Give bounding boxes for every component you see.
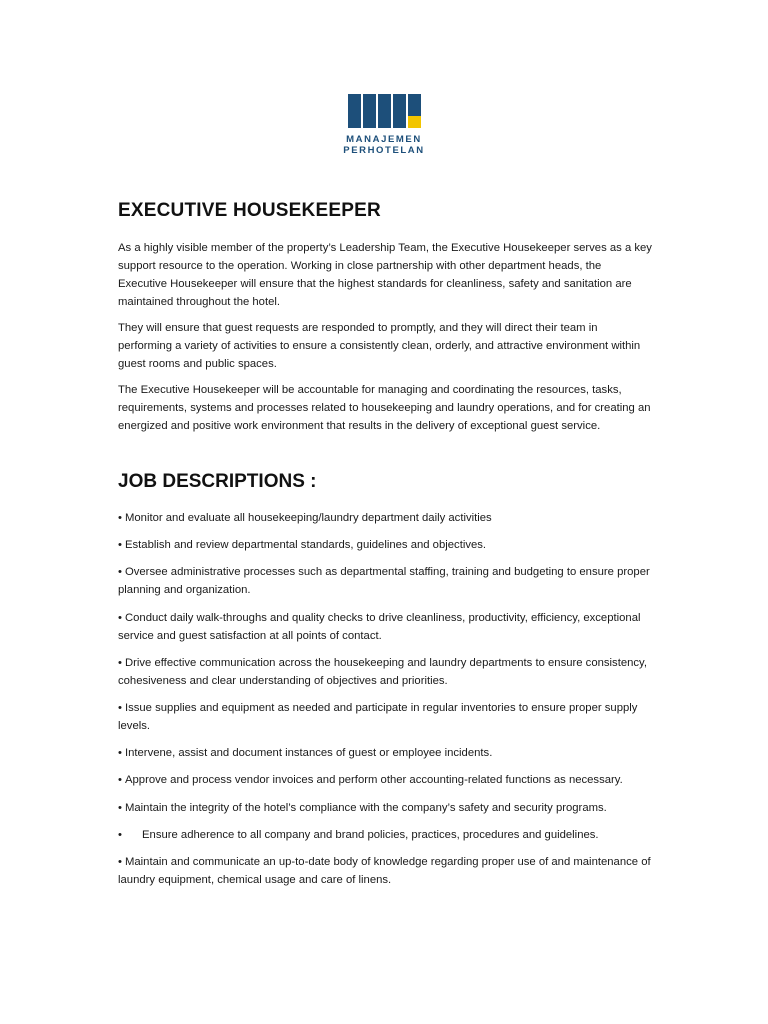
list-item-text: Ensure adherence to all company and brand policies, practices, procedures and guidelines. — [142, 828, 599, 841]
list-item — [118, 699, 653, 735]
bullet-icon: • — [118, 801, 122, 814]
section-title-job-descriptions: JOB DESCRIPTIONS : — [118, 471, 317, 492]
bullet-icon: • — [118, 828, 122, 841]
bullet-icon: • — [118, 539, 122, 552]
list-item-text: Oversee administrative processes such as departmental staffing, training and budgeting to ensure proper planning and organization. — [118, 566, 650, 597]
list-item-text: Monitor and evaluate all housekeeping/laundry department daily activities — [124, 512, 492, 524]
intro-paragraph-3: The Executive Housekeeper will be accountable for managing and coordinating the resources, tasks, requirements, systems and processes related to housekeeping and laundry operations, and for creating an energized and positive work environment that results in the delivery of exceptional guest service. — [118, 384, 651, 432]
list-item — [118, 799, 653, 817]
list-item-text: Approve and process vendor invoices and perform other accounting-related functions as necessary. — [124, 774, 623, 787]
bullet-icon: • — [118, 512, 122, 524]
bullet-icon: • — [118, 656, 122, 669]
list-item — [118, 771, 653, 789]
logo-text-line1: MANAJEMEN — [346, 134, 422, 145]
page-title: EXECUTIVE HOUSEKEEPER — [118, 200, 381, 221]
intro-paragraph-2: They will ensure that guest requests are responded to promptly, and they will direct their team in performing a variety of activities to ensure a consistently clean, orderly, and attractive environment within guest rooms and public spaces. — [118, 322, 641, 370]
list-item-text: Issue supplies and equipment as needed and participate in regular inventories to ensure proper supply levels. — [118, 701, 638, 732]
list-item — [118, 853, 653, 889]
list-item — [118, 609, 653, 645]
list-item — [118, 563, 653, 599]
list-item-text: Maintain and communicate an up-to-date body of knowledge regarding proper use of and maintenance of laundry equipment, chemical usage and care of linens. — [118, 855, 651, 886]
bullet-icon: • — [118, 855, 122, 868]
job-description-list — [118, 509, 653, 889]
list-item-text: Establish and review departmental standards, guidelines and objectives. — [124, 539, 487, 552]
list-item-text: Intervene, assist and document instances of guest or employee incidents. — [124, 747, 493, 760]
bullet-icon: • — [118, 566, 122, 579]
list-item — [118, 536, 653, 554]
bullet-icon: • — [118, 747, 122, 760]
list-item — [118, 509, 653, 527]
list-item-text: Conduct daily walk-throughs and quality checks to drive cleanliness, productivity, efficiency, exceptional service and guest satisfaction at all points of contact. — [118, 611, 641, 642]
bullet-icon: • — [118, 701, 122, 714]
document-body — [118, 200, 653, 898]
list-item-text: Drive effective communication across the housekeeping and laundry departments to ensure consistency, cohesiveness and clear understanding of objectives and priorities. — [118, 656, 648, 687]
list-item — [118, 654, 653, 690]
bullet-icon: • — [118, 611, 122, 624]
list-item — [118, 826, 653, 844]
list-item — [118, 744, 653, 762]
logo-text-line2: PERHOTELAN — [343, 145, 425, 156]
bullet-icon: • — [118, 774, 122, 787]
list-item-text: Maintain the integrity of the hotel’s compliance with the company’s safety and security programs. — [124, 801, 607, 814]
company-logo — [334, 94, 434, 156]
logo-mark-icon — [348, 94, 421, 128]
intro-paragraph-1: As a highly visible member of the property’s Leadership Team, the Executive Housekeeper serves as a key support resource to the operation. Working in close partnership with other department heads, the Executive Housekeeper will ensure that the highest standards for cleanliness, safety and sanitation are maintained throughout the hotel. — [118, 242, 652, 308]
